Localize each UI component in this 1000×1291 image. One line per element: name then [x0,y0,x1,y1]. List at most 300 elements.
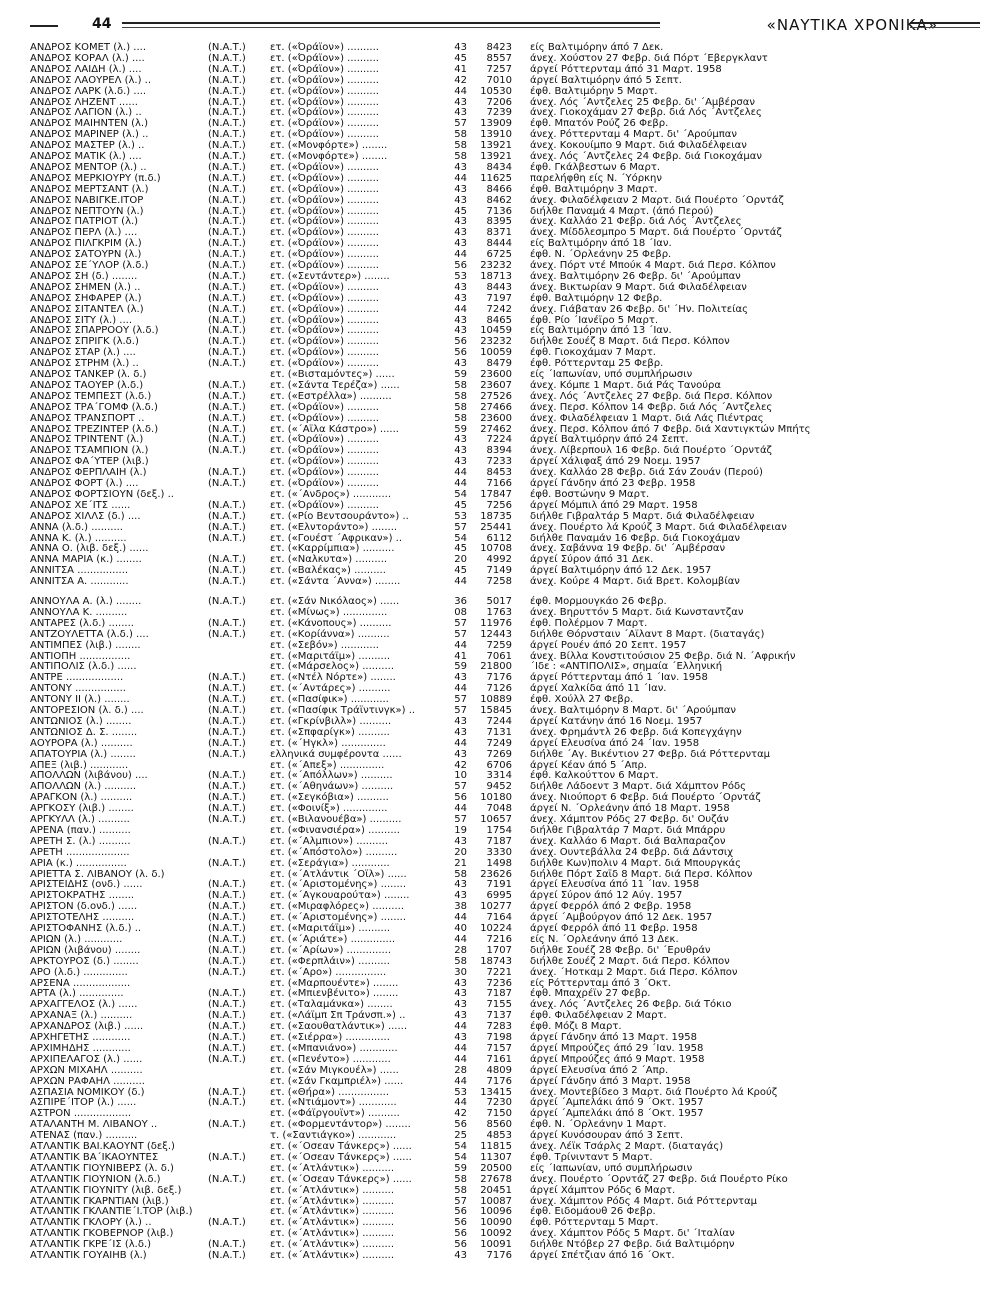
ship-tonnage: 23607 [480,379,512,391]
ship-entry-row [0,879,1000,890]
ship-tonnage: 1763 [486,606,512,618]
ship-agent: ετ. («΄Ατλάντικ») .......... [270,1250,395,1261]
ship-entry-row [0,86,1000,97]
ship-entry-row [0,869,1000,880]
ship-entry-row [0,1021,1000,1032]
ship-tonnage: 8560 [486,1119,512,1131]
ship-year: 58 [454,140,467,152]
ship-year: 43 [454,726,467,738]
ship-entry-row [0,607,1000,618]
ship-entry-row [0,151,1000,162]
ship-status: άργεί Γάνδην άπό 23 Φεβρ. 1958 [530,478,696,489]
ship-flag: (Ν.Α.Τ.) [208,336,246,348]
ship-year: 44 [454,737,467,749]
ship-entry-row [0,651,1000,662]
ship-name: ΑΤΛΑΝΤΙΚ ΒΑΙ.ΚΑΟΥΝΤ (δεξ.) [30,1141,175,1152]
ship-entry-row [0,1119,1000,1130]
ship-name: ΑΡΙΣΤΟΝ (δ.ονδ.) ...... [30,901,138,913]
ship-flag: (Ν.Α.Τ.) [208,379,246,391]
ship-tonnage: 7258 [486,576,512,588]
ship-agent: ετ. («Πενέντο») ............ [270,1053,391,1065]
ship-year: 57 [454,628,467,640]
ship-name: ΑΝΤΙΜΠΕΣ (λιβ.) ........ [30,639,141,651]
ship-agent: ετ. («΄Ατλάντικ») .......... [270,1195,395,1207]
ship-flag: (Ν.Α.Τ.) [208,879,246,891]
ship-year: 58 [454,412,467,424]
ship-agent: ετ. («΄Αθηνάων») .......... [270,781,394,793]
ship-agent: ετ. («Μάρσελος») .......... [270,661,395,673]
ship-agent: ετ. («΄Ατλάντικ») .......... [270,1228,395,1240]
ship-entry-row [0,1108,1000,1119]
ship-status: άργεί Χαλκίδα άπό 11 ΄Ιαν. [530,683,667,695]
ship-entry-row [0,1250,1000,1261]
ship-entry-row [0,424,1000,435]
ship-agent: ετ. («Όράϊον») .......... [270,325,379,337]
ship-agent: ετ. («Σάντα ΄Αννα») ........ [270,576,401,588]
ship-tonnage: 8479 [486,358,512,370]
ship-name: ΑΝΔΡΟΣ ΠΑΤΡΙΟΤ (λ.) [30,216,139,228]
ship-status: άργεί Γάνδην άπό 3 Μαρτ. 1958 [530,1075,691,1087]
ship-flag: (Ν.Α.Τ.) [208,292,246,304]
ship-entry-row [0,434,1000,445]
ship-name: ΑΝΝΑ Κ. (λ.) .......... [30,532,127,544]
ship-name: ΑΠΕΞ (λιβ.) ............ [30,759,129,771]
ship-name: ΑΝΤΟΡΕΣΙΟΝ (λ. δ.) .... [30,705,144,716]
ship-agent: ετ. («΄Ατλάντικ») .......... [270,1239,395,1251]
ship-tonnage: 17847 [480,488,512,500]
ship-year: 43 [454,292,467,304]
ship-name: ΑΝΔΡΟΣ ΤΑΝΚΕΡ (λ. δ.) [30,369,147,380]
ship-entry-row [0,1217,1000,1228]
ship-agent: ετ. («΄Αρο») ................ [270,966,387,978]
ship-name: ΑΝΔΡΟΣ ΦΑ΄ΥΤΕΡ (λιβ.) [30,456,149,468]
ship-entry-row [0,705,1000,716]
ship-tonnage: 7256 [486,499,512,511]
ship-year: 10 [454,770,467,782]
ship-entry-row [0,478,1000,489]
ship-entry-row [0,162,1000,173]
ship-tonnage: 7259 [486,639,512,651]
ship-entry-row [0,683,1000,694]
ship-flag: (Ν.Α.Τ.) [208,596,246,607]
ship-year: 44 [454,683,467,695]
ship-tonnage: 7176 [486,1250,512,1261]
ship-year: 44 [454,249,467,261]
ship-year: 44 [454,1053,467,1065]
ship-status: διήλθε Γιβραλτάρ 7 Μαρτ. διά Μπάρρυ [530,824,726,836]
ship-entry-row [0,293,1000,304]
ship-year: 56 [454,1228,467,1240]
ship-flag: (Ν.Α.Τ.) [208,129,246,141]
ship-entry-row [0,803,1000,814]
ship-tonnage: 13921 [480,151,512,162]
ship-status: άργεί Ελευσίνα άπό 24 ΄Ιαν. 1958 [530,737,700,749]
ship-tonnage: 10708 [480,543,512,555]
ship-name: ΑΝΤΟΝΥ ΙΙ (λ.) ........ [30,694,130,706]
ship-flag: (Ν.Α.Τ.) [208,999,246,1011]
ship-year: 44 [454,478,467,489]
ship-tonnage: 7126 [486,683,512,695]
ship-status: άνεχ. Γιοκοχάμαν 27 Φεβρ. διά Λός ΄Αντζελες [530,107,762,119]
ship-name: ΑΝΔΡΟΣ ΤΣΑΜΠΙΟΝ (λ.) [30,445,149,457]
ship-agent: ετ. («Ελντοράντο») ........ [270,521,398,533]
ship-status: έφθ. Γκάλβεστων 6 Μαρτ. [530,161,661,173]
ship-tonnage: 10090 [480,1217,512,1229]
ship-name: ΑΤΛΑΝΤΙΚ ΓΚΟΒΕΡΝΟΡ (λιβ.) [30,1228,174,1240]
ship-entry-row [0,249,1000,260]
ship-flag: (Ν.Α.Τ.) [208,96,246,108]
ship-entry-row [0,206,1000,217]
ship-year: 42 [454,1108,467,1120]
ship-name: ΑΤΛΑΝΤΙΚ ΓΟΥΑΙΗΒ (λ.) [30,1250,147,1261]
ship-agent: ελληνικά συμφέροντα ...... [270,748,402,760]
ship-flag: (Ν.Α.Τ.) [208,63,246,75]
ship-tonnage: 1707 [486,944,512,956]
ship-entry-row [0,956,1000,967]
ship-entry-row [0,347,1000,358]
ship-status: άνεχ. Λέϊκ Τσάρλς 2 Μαρτ. (διαταγάς) [530,1141,724,1152]
ship-name: ΑΝΤΖΟΥΛΕΤΤΑ (λ.δ.) .... [30,628,149,640]
ship-agent: ετ. («Φορμεντάντορ») ........ [270,1119,411,1131]
ship-name: ΑΡΙΑ (κ.) ................ [30,857,127,869]
ship-tonnage: 7283 [486,1021,512,1033]
ship-year: 54 [454,532,467,544]
ship-entry-row [0,1206,1000,1217]
ship-name: ΑΝΔΡΟΣ ΚΟΡΑΛ (λ.) .... [30,52,145,64]
ship-entry-row [0,618,1000,629]
ship-tonnage: 10277 [480,901,512,913]
ship-tonnage: 8557 [486,52,512,64]
ship-name: ΑΝΔΡΟΣ ΤΑΟΥΕΡ (λ.δ.) [30,379,144,391]
ship-status: άνεχ. Βίλλα Κονστιτούσιον 25 Φεβρ. διά Ν. ΄Αφρικήν [530,650,796,662]
ship-flag: (Ν.Α.Τ.) [208,792,246,804]
ship-year: 56 [454,792,467,804]
ship-year: 43 [454,238,467,250]
ship-flag: (Ν.Α.Τ.) [208,532,246,544]
ship-status: άργεί Μόμπιλ άπό 29 Μαρτ. 1958 [530,499,698,511]
ship-tonnage: 27678 [480,1173,512,1185]
ship-name: ΑΝΔΡΟΣ ΦΟΡΤ (λ.) .... [30,478,139,489]
ship-agent: ετ. («Όράϊον») .......... [270,96,379,108]
ship-tonnage: 7157 [486,1042,512,1054]
ship-name: ΑΡΙΣΤΟΦΑΝΗΣ (λ.δ.) .. [30,923,142,934]
ship-year: 43 [454,96,467,108]
ship-agent: ετ. («΄Αϊλα Κάστρο») ...... [270,423,399,435]
ship-tonnage: 5017 [486,596,512,607]
ship-status: άνεχ. Κοκουίμπο 9 Μαρτ. διά Φιλαδέλφειαν [530,140,747,152]
ship-status: άργεί Ελευσίνα άπό 2 ΄Απρ. [530,1064,669,1076]
ship-tonnage: 7149 [486,565,512,577]
ship-status: παρελήφθη είς Ν. ΄Υόρκην [530,172,662,184]
ship-agent: ετ. («Σιέρρα») .............. [270,1032,390,1043]
ship-entry-row [0,825,1000,836]
ship-tonnage: 8371 [486,227,512,239]
ship-flag: (Ν.Α.Τ.) [208,510,246,522]
ship-flag: (Ν.Α.Τ.) [208,683,246,695]
ship-name: ΑΡΙΕΤΤΑ Σ. ΛΙΒΑΝΟΥ (λ. δ.) [30,868,165,880]
ship-flag: (Ν.Α.Τ.) [208,814,246,825]
ship-status: είς ΄Ιαπωνίαν, υπό συμπλήρωσιν [530,1162,693,1174]
ship-flag: (Ν.Α.Τ.) [208,933,246,945]
ship-flag: (Ν.Α.Τ.) [208,748,246,760]
ship-tonnage: 7155 [486,999,512,1011]
ship-entry-row [0,640,1000,651]
ship-entry-row [0,1043,1000,1054]
ship-tonnage: 15845 [480,705,512,716]
ship-flag: (Ν.Α.Τ.) [208,901,246,913]
ship-name: ΑΝΔΡΟΣ ΜΑΤΙΚ (λ.) .... [30,151,142,162]
ship-flag: (Ν.Α.Τ.) [208,172,246,184]
ship-year: 30 [454,966,467,978]
ship-year: 20 [454,554,467,566]
ship-year: 44 [454,467,467,479]
ship-year: 58 [454,379,467,391]
ship-status: έφθ. Βαλτιμόρην 5 Μαρτ. [530,85,658,97]
ship-tonnage: 10530 [480,85,512,97]
ship-flag: (Ν.Α.Τ.) [208,955,246,967]
ship-entry-row [0,945,1000,956]
ship-agent: ετ. («΄Αντάρες») .......... [270,683,391,695]
ship-entry-row [0,934,1000,945]
ship-agent: ετ. («Όράϊον») .......... [270,499,379,511]
ship-name: ΑΡΧΙΠΕΛΑΓΟΣ (λ.) ...... [30,1053,143,1065]
ship-entry-row [0,1185,1000,1196]
ship-year: 56 [454,1206,467,1218]
ship-agent: ετ. («΄Αριστομένης») ........ [270,912,407,924]
ship-tonnage: 20500 [480,1162,512,1174]
ship-year: 44 [454,85,467,97]
ship-status: διήλθε Θόρνσταιν ΄Αϊλαντ 8 Μαρτ. (διαταγάς) [530,628,765,640]
ship-flag: (Ν.Α.Τ.) [208,478,246,489]
ship-flag: (Ν.Α.Τ.) [208,857,246,869]
ship-agent: ετ. («΄Αγκουαρούτα») ........ [270,890,410,902]
ship-name: ΑΝΔΡΟΣ ΣΗΜΕΝ (λ.) .. [30,281,141,293]
ship-name: ΑΡΧΩΝ ΜΙΧΑΗΛ .......... [30,1064,143,1076]
ship-tonnage: 7061 [486,650,512,662]
ship-name: ΑΝΔΡΟΣ ΣΕ΄ΥΛΟΡ (λ.δ.) [30,260,149,271]
ship-status: άνεχ. Νιούπορτ 6 Φεβρ. διά Πουέρτο ΄Ορντάζ [530,792,761,804]
ship-entry-row [0,847,1000,858]
ship-status: άνεχ. Φιλαδέλφειαν 2 Μαρτ. διά Πουέρτο ΄Ορντάζ [530,194,784,206]
ship-tonnage: 7187 [486,835,512,847]
ship-agent: ετ. («Σάν Μιγκουέλ») ...... [270,1064,399,1076]
ship-status: άνεχ. Χούστον 27 Φεβρ. διά Πόρτ ΄Εβεργκλαντ [530,52,768,64]
ship-year: 56 [454,260,467,271]
ship-year: 41 [454,650,467,662]
ship-agent: ετ. («Μπανιάνο») ............ [270,1042,398,1054]
ship-year: 43 [454,183,467,195]
ship-tonnage: 1498 [486,857,512,869]
ship-agent: ετ. («Όράϊον») .......... [270,74,379,86]
ship-year: 44 [454,933,467,945]
ship-agent: ετ. («Όράϊον») .......... [270,401,379,413]
ship-status: άργεί ΄Αμπελάκι άπό 9 ΄Οκτ. 1957 [530,1097,704,1109]
ship-year: 44 [454,1097,467,1109]
ship-name: ΑΡΧΑΝΑΞ (λ.) .......... [30,1010,133,1022]
ship-agent: ετ. («Κάνοπους») .......... [270,617,392,629]
ship-tonnage: 7010 [486,74,512,86]
ship-year: 08 [454,606,467,618]
ship-entry-row [0,629,1000,640]
ship-year: 36 [454,596,467,607]
ship-status: άνεχ. Λός ΄Αντζελες 26 Φεβρ. διά Τόκιο [530,999,732,1011]
ship-status: άνεχ. Σαβάννα 19 Φεβρ. δι' ΄Αμβέρσαν [530,543,726,555]
ship-agent: ετ. («Όράϊον») .......... [270,249,379,261]
ship-entry-row [0,912,1000,923]
header-rule-center-thin [122,27,660,28]
ship-agent: ετ. («Σάντα Τερέζα») ...... [270,379,400,391]
ship-year: 58 [454,390,467,402]
ship-year: 44 [454,803,467,815]
header-rule-right [910,22,980,24]
ship-status: διήλθε Παναμάν 16 Φεβρ. διά Γιοκοχάμαν [530,532,740,544]
ship-flag: (Ν.Α.Τ.) [208,1086,246,1098]
ship-entry-row [0,260,1000,271]
ship-year: 56 [454,1239,467,1251]
ship-tonnage: 7249 [486,737,512,749]
ship-status: άνεχ. Καλλάο 6 Μαρτ. διά Βαλπαραζον [530,835,726,847]
ship-flag: (Ν.Α.Τ.) [208,227,246,239]
ship-agent: ετ. («Όράϊον») .......... [270,161,379,173]
ship-flag: (Ν.Α.Τ.) [208,966,246,978]
ship-tonnage: 9452 [486,781,512,793]
ship-year: 57 [454,1195,467,1207]
ship-status: διήλθε Κων)πολιν 4 Μαρτ. διά Μπουργκάς [530,857,742,869]
ship-year: 59 [454,1162,467,1174]
ship-tonnage: 4992 [486,554,512,566]
ship-tonnage: 7221 [486,966,512,978]
ship-status: έφθ. Βαλτιμόρην 12 Φεβρ. [530,292,663,304]
ship-name: ΑΤΛΑΝΤΙΚ ΒΑ΄ΙΚΑΟΥΝΤΕΣ [30,1151,159,1163]
ship-name: ΑΝΤΡΕ .................. [30,672,124,684]
ship-name: ΑΡΙΩΝ (λ.) ............ [30,933,123,945]
ship-entry-row [0,216,1000,227]
ship-status: άργεί Φερρόλ άπό 2 Φεβρ. 1958 [530,901,692,913]
ship-status: είς ΄Ιαπωνίαν, υπό συμπλήρωσιν [530,369,693,380]
ship-entry-row [0,173,1000,184]
ship-entry-row [0,1228,1000,1239]
ship-flag: (Ν.Α.Τ.) [208,260,246,271]
ship-name: ΑΤΛΑΝΤΙΚ ΓΚΑΡΝΤΙΑΝ (λιβ.) [30,1195,169,1207]
ship-name: ΑΝΔΡΟΣ ΜΕΝΤΟΡ (λ.) .. [30,161,147,173]
ship-flag: (Ν.Α.Τ.) [208,390,246,402]
ship-name: ΑΝΝΟΥΛΑ Α. (λ.) ........ [30,596,142,607]
ship-entry-row [0,391,1000,402]
ship-agent: ετ. («Όράϊον») .......... [270,194,379,206]
ship-agent: ετ. («Όράϊον») .......... [270,478,379,489]
ship-entry-row [0,489,1000,500]
ship-tonnage: 6706 [486,759,512,771]
ship-tonnage: 7257 [486,63,512,75]
ship-tonnage: 18735 [480,510,512,522]
ship-year: 43 [454,161,467,173]
ship-flag: (Ν.Α.Τ.) [208,835,246,847]
ship-agent: ετ. («΄Ανδρος») ............ [270,488,392,500]
ship-name: ΑΡΣΕΝΑ .................. [30,977,131,989]
ship-year: 58 [454,401,467,413]
ship-flag: (Ν.Α.Τ.) [208,705,246,716]
ship-agent: ετ. («Όράϊον») .......... [270,292,379,304]
ship-tonnage: 11815 [480,1141,512,1152]
ship-status: άνεχ. Λός ΄Αντζελες 27 Φεβρ. διά Περσ. Κόλπον [530,390,773,402]
ship-year: 41 [454,63,467,75]
ship-tonnage: 18713 [480,270,512,282]
ship-name: ΑΝΔΡΟΣ ΤΕΜΠΕΣΤ (λ.δ.) [30,390,152,402]
ship-agent: ετ. («Βισταμόντες») ...... [270,369,395,380]
ship-status: άνεχ. Λός ΄Αντζελες 25 Φεβρ. δι' ΄Αμβέρσαν [530,96,755,108]
ship-entry-row [0,315,1000,326]
ship-entry-row [0,1097,1000,1108]
ship-agent: ετ. («Φοινίξ») .............. [270,803,388,815]
ship-name: ΑΝΔΡΟΣ ΜΑΙΗΝΤΕΝ (λ.) [30,118,148,130]
ship-flag: (Ν.Α.Τ.) [208,401,246,413]
ship-year: 43 [454,835,467,847]
ship-year: 58 [454,129,467,141]
ship-status: άργεί Φερρόλ άπό 11 Φεβρ. 1958 [530,923,698,934]
ship-tonnage: 11976 [480,617,512,629]
ship-entry-row [0,565,1000,576]
ship-agent: ετ. («Όράϊον») .......... [270,216,379,228]
ship-name: ΑΡΧΗΓΕΤΗΣ ............ [30,1032,131,1043]
ship-status: έφθ. Ν. ΄Ορλεάνην 1 Μαρτ. [530,1119,667,1131]
ship-year: 45 [454,565,467,577]
ship-entry-row [0,672,1000,683]
ship-agent: ετ. («΄Αριστομένης») ........ [270,879,407,891]
ship-status: άργεί Σπέτζιαν άπό 16 ΄Οκτ. [530,1250,675,1261]
ship-flag: (Ν.Α.Τ.) [208,445,246,457]
ship-tonnage: 27466 [480,401,512,413]
ship-year: 58 [454,955,467,967]
ship-entry-row [0,64,1000,75]
ship-tonnage: 7166 [486,478,512,489]
ship-tonnage: 7230 [486,1097,512,1109]
ship-name: ΑΝΔΡΟΣ ΜΑΣΤΕΡ (λ.) .. [30,140,145,152]
ship-name: ΑΝΝΙΤΣΑ ................ [30,565,129,577]
ship-name: ΑΤΕΝΑΣ (παν.) .......... [30,1130,138,1142]
ship-tonnage: 7161 [486,1053,512,1065]
ship-year: 59 [454,661,467,673]
ship-name: ΑΡΧΩΝ ΡΑΦΑΗΛ .......... [30,1075,145,1087]
ship-name: ΑΤΑΛΑΝΤΗ Μ. ΛΙΒΑΝΟΥ .. [30,1119,158,1131]
ship-year: 20 [454,846,467,858]
ship-flag: (Ν.Α.Τ.) [208,1010,246,1022]
ship-status: είς Ν. ΄Ορλεάνην άπό 13 Δεκ. [530,933,679,945]
ship-agent: ετ. («΄Απόλλων») .......... [270,770,393,782]
ship-year: 57 [454,705,467,716]
ship-agent: ετ. («Φάϊργουϊντ») .......... [270,1108,400,1120]
ship-name: ΑΡΧΑΝΔΡΟΣ (λιβ.) ...... [30,1021,144,1033]
ship-year: 44 [454,639,467,651]
ship-entry-row [0,988,1000,999]
ship-name: ΑΝΔΡΟΣ ΝΑΒΙΓΚΕ.ΙΤΟΡ [30,194,144,206]
ship-status: άνεχ. Βαλτιμόρην 26 Φεβρ. δι' ΄Αρούμπαν [530,270,741,282]
ship-status: διήλθε Παναμά 4 Μαρτ. (άπό Περού) [530,205,714,217]
ship-status: έφθ. Πολέρμον 7 Μαρτ. [530,617,648,629]
ship-agent: ετ. («Όράϊον») .......... [270,358,379,370]
ship-status: έφθ. Μπαχρέϊν 27 Φεβρ. [530,988,651,1000]
ship-year: 43 [454,227,467,239]
ship-agent: ετ. («΄Ηγκλ») .............. [270,737,386,749]
ship-agent: ετ. («΄Οσεαν Τάνκερς») ...... [270,1141,412,1152]
ship-tonnage: 10059 [480,347,512,359]
ship-year: 54 [454,1151,467,1163]
ship-status: άργεί Βαλτιμόρην άπό 12 Δεκ. 1957 [530,565,712,577]
ship-flag: (Ν.Α.Τ.) [208,281,246,293]
ship-name: ΑΡΓΚΥΛΛ (λ.) .......... [30,814,130,825]
ship-flag: (Ν.Α.Τ.) [208,1097,246,1109]
ship-flag: (Ν.Α.Τ.) [208,1151,246,1163]
ship-agent: ετ. («Βαλέκας») .......... [270,565,386,577]
